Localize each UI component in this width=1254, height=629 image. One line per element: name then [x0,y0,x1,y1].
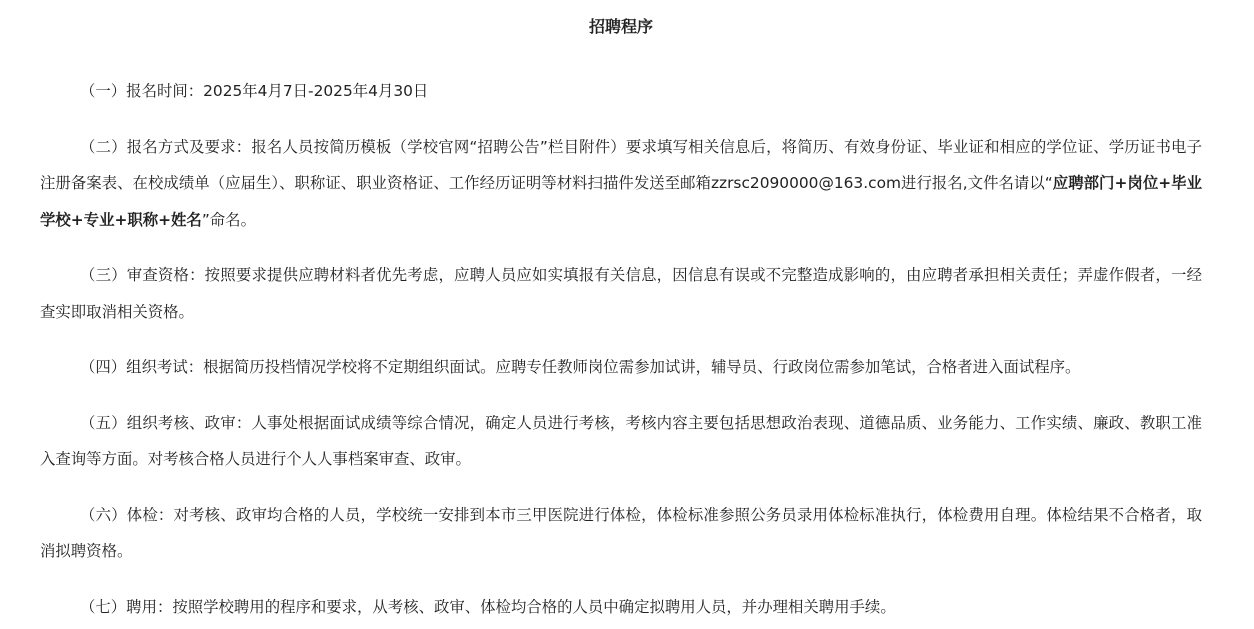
filename-format: 应聘部门+岗位+毕业学校+专业+职称+姓名 [40,174,1202,229]
section-qualification-review: （三）审查资格：按照要求提供应聘材料者优先考虑，应聘人员应如实填报有关信息，因信息有误或不完整造成影响的，由应聘者承担相关责任；弄虚作假者，一经查实即取消相关资格。 [40,266,1202,321]
registration-method-text-end: ”命名。 [201,210,256,229]
registration-method-text: （二）报名方式及要求：报名人员按简历模板（学校官网“招聘公告”栏目附件）要求填写相关信息后，将简历、有效身份证、毕业证和相应的学位证、学历证书电子注册备案表、在校成绩单（应届生）、职称证、职业资格证、工作经历证明等材料扫描件发送至邮箱zzrsc2090000@163.com进行报名,文件名请以“ [40,137,1202,192]
section-assessment: （五）组织考核、政审：人事处根据面试成绩等综合情况，确定人员进行考核，考核内容主要包括思想政治表现、道德品质、业务能力、工作实绩、廉政、教职工准入查询等方面。对考核合格人员进行个人人事档案审查、政审。 [40,413,1202,468]
section-registration-time: （一）报名时间：2025年4月7日-2025年4月30日 [80,82,429,100]
section-employment: （七）聘用：按照学校聘用的程序和要求，从考核、政审、体检均合格的人员中确定拟聘用人员，并办理相关聘用手续。 [80,597,896,616]
section-registration-method [40,129,1202,239]
section-exam: （四）组织考试：根据简历投档情况学校将不定期组织面试。应聘专任教师岗位需参加试讲，辅导员、行政岗位需参加笔试，合格者进入面试程序。 [80,358,1081,376]
section-medical-exam: （六）体检：对考核、政审均合格的人员，学校统一安排到本市三甲医院进行体检，体检标准参照公务员录用体检标准执行，体检费用自理。体检结果不合格者，取消拟聘资格。 [40,505,1202,560]
page-title: 招聘程序 [588,17,653,36]
